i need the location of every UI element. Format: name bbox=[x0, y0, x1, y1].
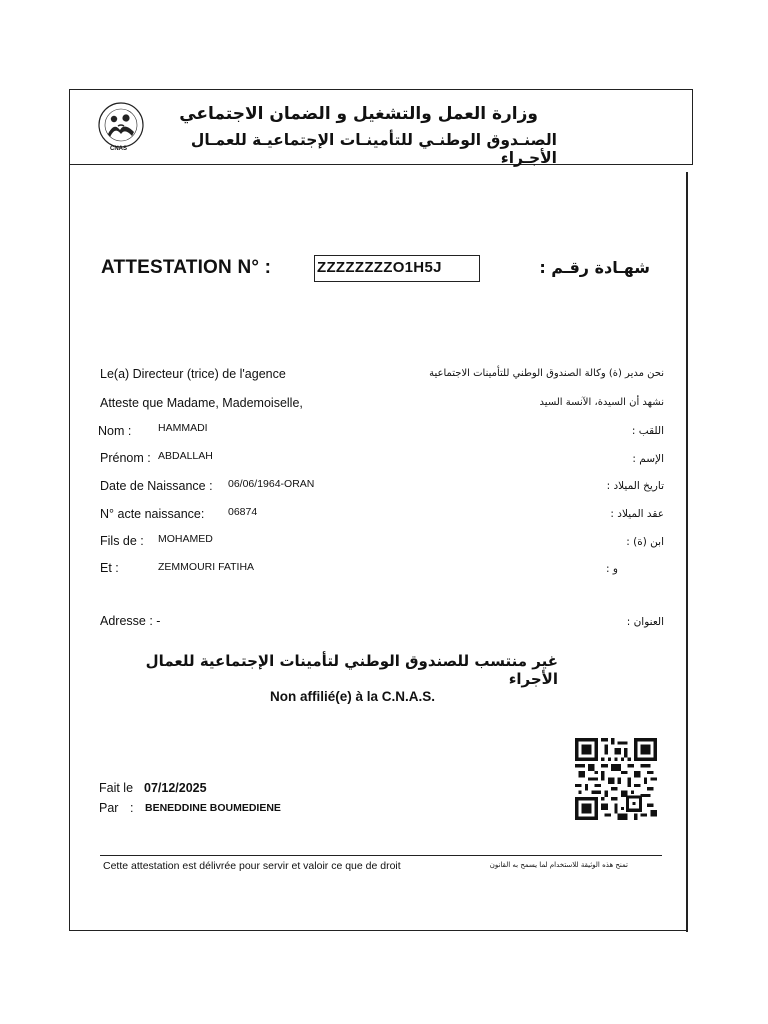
birth-act-value: 06874 bbox=[228, 506, 258, 518]
attest-text: Atteste que Madame, Mademoiselle, bbox=[100, 396, 303, 410]
footer-text-ar: تمنح هذه الوثيقة للاستخدام لما يسمح به القانون bbox=[489, 861, 628, 869]
mother-label: Et : bbox=[100, 561, 119, 575]
par-label: Par bbox=[99, 801, 119, 815]
prenom-label-ar: الإسم : bbox=[632, 453, 664, 465]
birth-act-label-ar: عقد الميلاد : bbox=[610, 508, 664, 520]
director-text: Le(a) Directeur (trice) de l'agence bbox=[100, 367, 286, 381]
father-label: Fils de : bbox=[100, 534, 144, 548]
birthdate-label-ar: تاريخ الميلاد : bbox=[606, 480, 664, 492]
fait-date: 07/12/2025 bbox=[144, 781, 207, 795]
director-text-ar: نحن مدير (ة) وكالة الصندوق الوطني للتأمينات الاجتماعية bbox=[429, 368, 664, 379]
prenom-value: ABDALLAH bbox=[158, 450, 213, 462]
birthdate-value: 06/06/1964-ORAN bbox=[228, 478, 315, 490]
logo-text: CNAS bbox=[110, 146, 128, 152]
fund-title: الصنـدوق الوطنـي للتأمينـات الإجتماعيـة للعمـال الأجـراء bbox=[190, 131, 557, 167]
nom-label: Nom : bbox=[98, 424, 132, 438]
frame-right-line bbox=[686, 172, 688, 932]
attestation-label-ar: شهـادة رقـم : bbox=[539, 258, 650, 277]
mother-value: ZEMMOURI FATIHA bbox=[158, 561, 255, 573]
birth-act-label: N° acte naissance: bbox=[100, 507, 205, 521]
mother-label-ar: و : bbox=[606, 563, 618, 575]
nom-value: HAMMADI bbox=[158, 422, 208, 434]
nom-label-ar: اللقب : bbox=[631, 425, 664, 437]
attest-text-ar: نشهد أن السيدة، الآنسة السيد bbox=[539, 397, 664, 408]
prenom-label: Prénom : bbox=[100, 451, 151, 465]
father-label-ar: ابن (ة) : bbox=[626, 536, 664, 548]
attestation-number: ZZZZZZZZO1H5J bbox=[314, 255, 480, 282]
footer-text-fr: Cette attestation est délivrée pour servir et valoir ce que de droit bbox=[103, 860, 401, 872]
signer-name: BENEDDINE BOUMEDIENE bbox=[145, 802, 281, 814]
birthdate-label: Date de Naissance : bbox=[100, 479, 213, 493]
father-value: MOHAMED bbox=[158, 533, 213, 545]
address-label: Adresse : - bbox=[100, 614, 161, 628]
par-colon: : bbox=[130, 801, 134, 815]
fait-label: Fait le bbox=[99, 781, 134, 795]
footer-divider bbox=[100, 855, 662, 856]
status-fr: Non affilié(e) à la C.N.A.S. bbox=[270, 689, 436, 704]
qr-code-icon bbox=[572, 738, 660, 820]
ministry-title: وزارة العمل والتشغيل و الضمان الاجتماعي bbox=[179, 104, 538, 124]
address-label-ar: العنوان : bbox=[626, 616, 664, 628]
attestation-label: ATTESTATION N° : bbox=[101, 257, 272, 278]
status-ar: غير منتسب للصندوق الوطني لتأمينات الإجتماعية للعمال الأجراء bbox=[145, 652, 558, 688]
